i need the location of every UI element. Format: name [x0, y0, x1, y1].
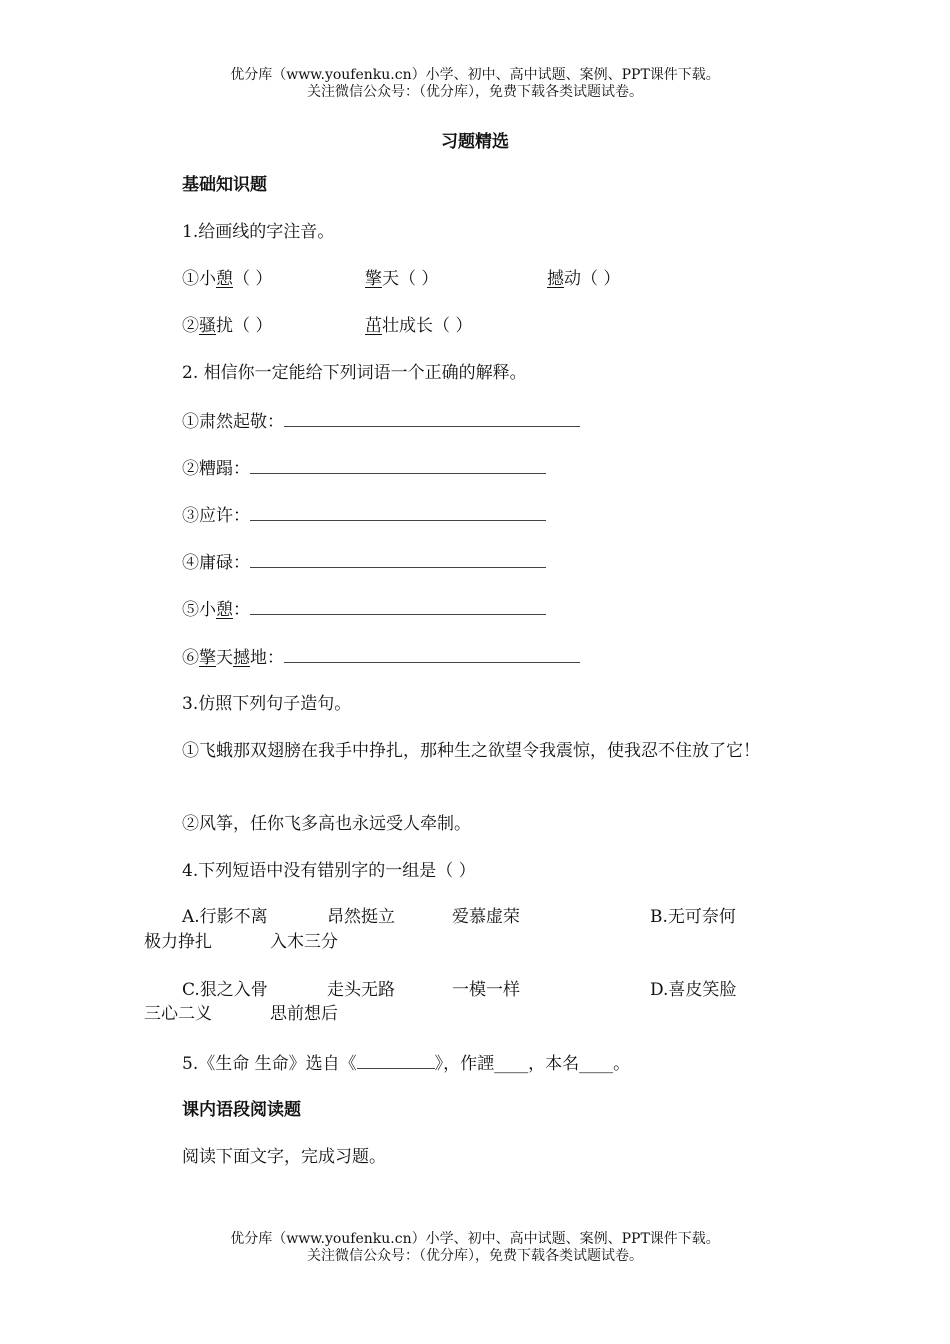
header-line-1: 优分库（www.youfenku.cn）小学、初中、高中试题、案例、PPT课件下载。	[230, 67, 720, 83]
q2-prompt: 2. 相信你一定能给下列词语一个正确的解释。	[182, 363, 527, 383]
q1-item-4: ②骚扰（ ）	[182, 316, 273, 336]
header-line-2: 关注微信公众号：（优分库），免费下载各类试题试卷。	[307, 84, 643, 100]
q3-prompt: 3.仿照下列句子造句。	[182, 694, 352, 714]
q2-item-2: ②糟蹋：	[182, 457, 546, 480]
q1-item-2: 擎天（ ）	[365, 269, 439, 289]
page-title: 习题精选	[441, 132, 509, 152]
q1-prompt: 1.给画线的字注音。	[182, 222, 335, 242]
q4-option-d-2: 三心二义	[144, 1004, 212, 1024]
q2-item-4: ④庸碌：	[182, 551, 546, 574]
answer-blank[interactable]	[250, 504, 546, 521]
q4-option-a: A.行影不离	[182, 907, 268, 927]
q4-option-c: C.狠之入骨	[182, 980, 268, 1000]
answer-blank[interactable]	[357, 1052, 435, 1069]
q2-item-6: ⑥擎天撼地：	[182, 646, 580, 669]
q4-option-b: B.无可奈何	[650, 907, 736, 927]
q1-item-3: 撼动（ ）	[547, 269, 621, 289]
footer-line-1: 优分库（www.youfenku.cn）小学、初中、高中试题、案例、PPT课件下载。	[230, 1231, 720, 1247]
q4-option-b-3: 入木三分	[270, 932, 338, 952]
page-header	[0, 67, 950, 101]
q4-prompt: 4.下列短语中没有错别字的一组是（ ）	[182, 861, 476, 881]
section-heading-basic: 基础知识题	[182, 175, 267, 195]
reading-instruction: 阅读下面文字，完成习题。	[182, 1147, 386, 1167]
q4-option-d-3: 思前想后	[270, 1004, 338, 1024]
q2-item-5: ⑤小憩：	[182, 598, 546, 621]
q4-option-c-3: 一模一样	[452, 980, 520, 1000]
answer-blank[interactable]	[250, 598, 546, 615]
q5-prompt: 5.《生命 生命》选自《 》，作諲____，本名____。	[182, 1054, 631, 1074]
q4-option-d: D.喜皮笑脸	[650, 980, 737, 1000]
answer-blank[interactable]	[250, 551, 546, 568]
answer-blank[interactable]	[284, 646, 580, 663]
q4-option-a-3: 爱慕虚荣	[452, 907, 520, 927]
section-heading-reading: 课内语段阅读题	[182, 1100, 301, 1120]
q1-item-5: 茁壮成长（ ）	[365, 316, 473, 336]
q3-sentence-1: ①飞蛾那双翅膀在我手中挣扎，那种生之欲望令我震惊，使我忍不住放了它！	[182, 741, 760, 761]
answer-blank[interactable]	[250, 457, 546, 474]
footer-line-2: 关注微信公众号：（优分库），免费下载各类试题试卷。	[307, 1248, 643, 1264]
q4-option-a-2: 昂然挺立	[327, 907, 395, 927]
q3-sentence-2: ②风筝，任你飞多高也永远受人牵制。	[182, 814, 471, 834]
q2-item-3: ③应许：	[182, 504, 546, 527]
q2-item-1: ①肃然起敬：	[182, 410, 580, 433]
page-footer	[0, 1231, 950, 1265]
q4-option-b-2: 极力挣扎	[144, 932, 212, 952]
q1-item-1: ①小憩（ ）	[182, 269, 273, 289]
q4-option-c-2: 走头无路	[327, 980, 395, 1000]
answer-blank[interactable]	[284, 410, 580, 427]
